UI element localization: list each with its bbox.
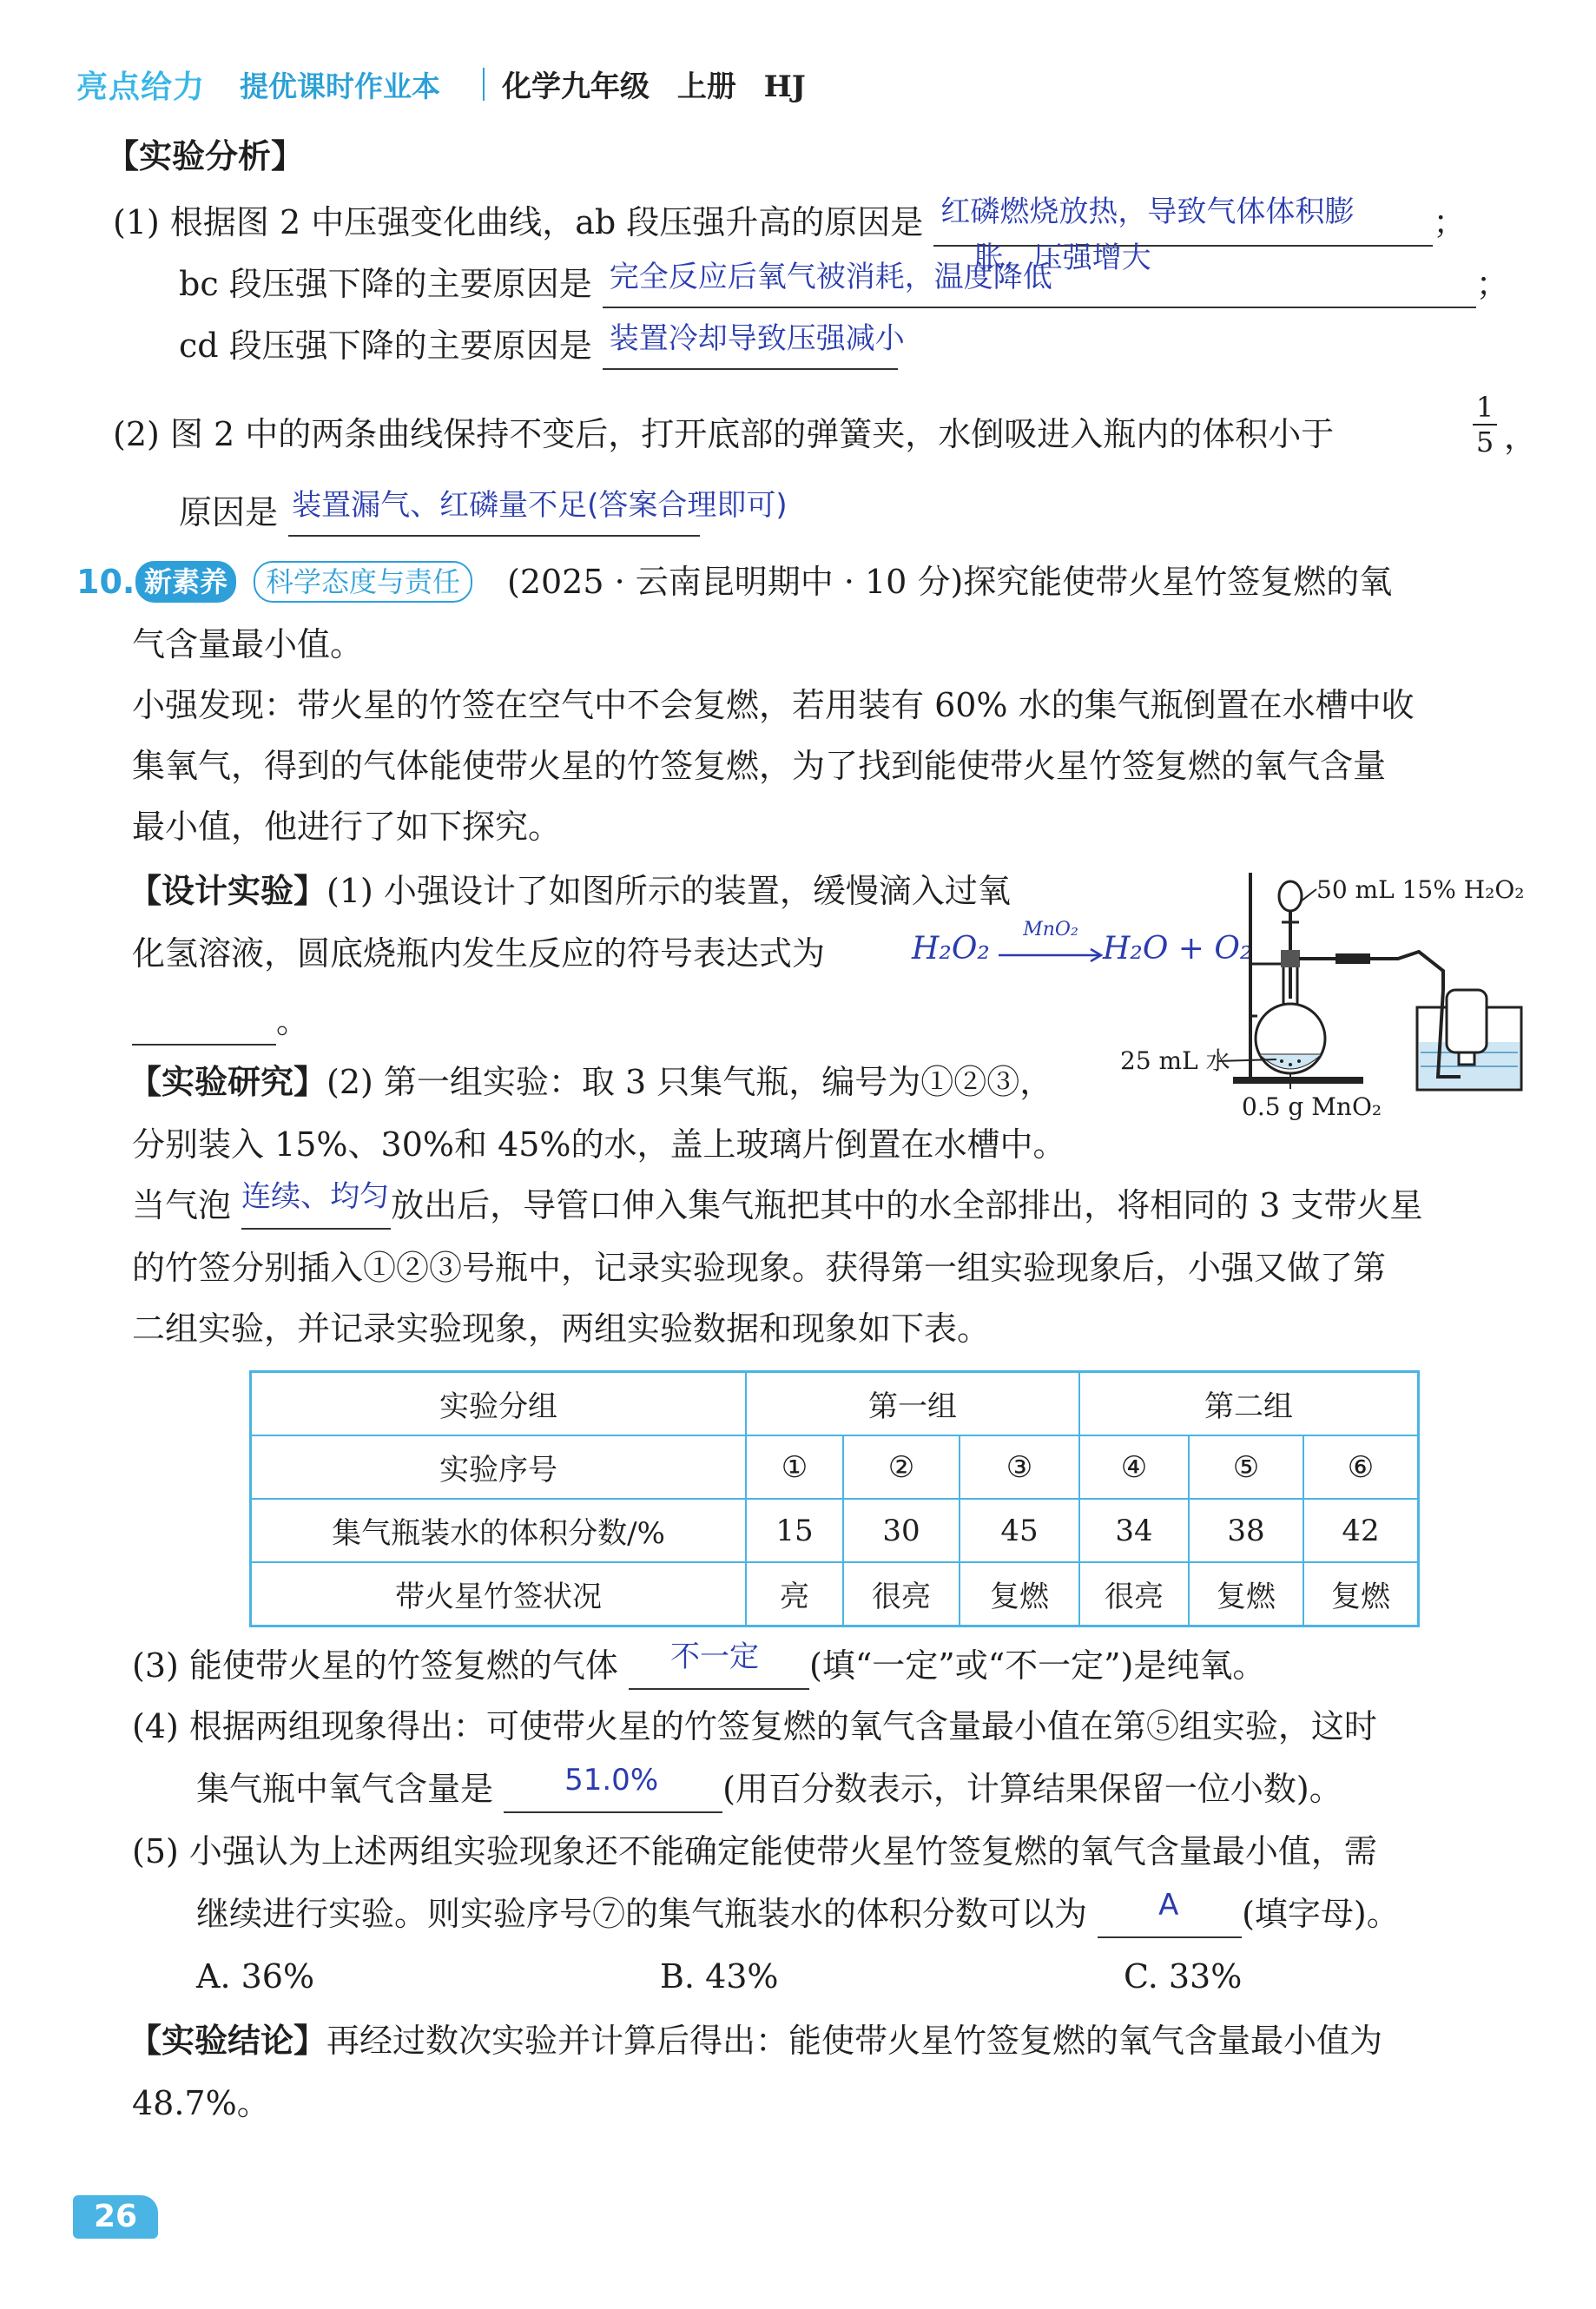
q3-suffix: (填“一定”或“不一定”)是纯氧。: [809, 1646, 1266, 1685]
table-header-cell: 集气瓶装水的体积分数/%: [251, 1499, 747, 1562]
research-answer: 连续、均匀: [241, 1179, 390, 1214]
q1-answer1b: 胀，压强增大: [973, 241, 1151, 275]
question-number: 10.: [76, 563, 135, 601]
equation-products: H₂O + O₂: [1103, 931, 1253, 966]
conclusion-line1: [129, 2015, 1382, 2067]
page-number: 26: [73, 2195, 158, 2239]
q5-option-c: C. 33%: [1124, 1957, 1243, 1996]
table-cell: ⑥: [1303, 1435, 1419, 1499]
q1-line2-prefix: bc 段压强下降的主要原因是: [179, 265, 592, 303]
q4-prefix: 集气瓶中氧气含量是: [196, 1770, 494, 1808]
q2-line1-text: (2) 图 2 中的两条曲线保持不变后，打开底部的弹簧夹，水倒吸进入瓶内的体积小于: [113, 415, 1335, 453]
table-cell: 很亮: [843, 1562, 960, 1626]
design-period: 。: [276, 1002, 310, 1040]
table-cell: 42: [1303, 1499, 1419, 1562]
q10-line2: 气含量最小值。: [132, 625, 364, 663]
para1-line3: 最小值，他进行了如下探究。: [132, 808, 562, 846]
equation-arrow: [997, 947, 1106, 964]
table-row: [251, 1372, 1419, 1436]
table-cell: 15: [746, 1499, 843, 1562]
q1-semicolon2: ；: [1475, 265, 1509, 303]
table-cell: 复燃: [960, 1562, 1079, 1626]
q1-answer3: 装置冷却导致压强减小: [609, 321, 905, 356]
q1-answer2: 完全反应后氧气被消耗，温度降低: [609, 260, 1052, 294]
q4-answer-blank: [504, 1763, 722, 1813]
research-line3-prefix: 当气泡: [132, 1186, 232, 1224]
equation-catalyst: MnO₂: [1023, 919, 1078, 940]
table-cell: ①: [746, 1435, 843, 1499]
q5-suffix: (填字母)。: [1242, 1895, 1400, 1933]
design-line1-text: (1) 小强设计了如图所示的装置，缓慢滴入过氧: [326, 872, 1011, 910]
header-brand: 亮点给力: [76, 69, 206, 105]
table-header-cell: 实验序号: [251, 1435, 747, 1499]
label-mno2: 0.5 g MnO₂: [1242, 1092, 1382, 1121]
design-line3: [132, 995, 309, 1047]
q2-fraction-denominator: 5: [1473, 424, 1497, 459]
conclusion-line1-text: 再经过数次实验并计算后得出：能使带火星竹签复燃的氧气含量最小值为: [326, 2022, 1383, 2060]
table-cell: 45: [960, 1499, 1079, 1562]
q4-answer: 51.0%: [564, 1763, 659, 1798]
tag-new-literacy: 新素养: [135, 561, 236, 603]
design-label: 【设计实验】: [129, 871, 327, 910]
q2-line2-prefix: 原因是: [179, 493, 279, 531]
table-header-cell: 带火星竹签状况: [251, 1562, 747, 1626]
q5-line1: (5) 小强认为上述两组实验现象还不能确定能使带火星竹签复燃的氧气含量最小值，需: [132, 1832, 1377, 1870]
design-line2: [132, 927, 825, 980]
q4-suffix: (用百分数表示，计算结果保留一位小数)。: [722, 1770, 1342, 1808]
table-cell: 很亮: [1079, 1562, 1189, 1626]
q2-line2: [179, 486, 788, 538]
table-cell: 亮: [746, 1562, 843, 1626]
q2-answer-blank: [288, 488, 788, 537]
header-series: 提优课时作业本: [240, 69, 440, 103]
q2-comma: ，: [1504, 418, 1538, 456]
table-row: [251, 1562, 1419, 1626]
para1-line1: 小强发现：带火星的竹签在空气中不会复燃，若用装有 60% 水的集气瓶倒置在水槽中收: [132, 686, 1415, 724]
q5-line2: [196, 1888, 1400, 1940]
table-cell: 复燃: [1303, 1562, 1419, 1626]
table-header-cell: 实验分组: [251, 1372, 747, 1436]
q3-prefix: (3) 能使带火星的竹签复燃的气体: [132, 1646, 618, 1685]
q5-option-a: A. 36%: [196, 1957, 315, 1996]
data-table: [249, 1370, 1420, 1627]
research-line3-suffix: 放出后，导管口伸入集气瓶把其中的水全部排出，将相同的 3 支带火星: [391, 1186, 1423, 1224]
analysis-title: 【实验分析】: [106, 136, 305, 175]
q2-answer: 装置漏气、红磷量不足(答案合理即可): [292, 488, 788, 523]
para1-line2: 集氧气，得到的气体能使带火星的竹签复燃，为了找到能使带火星竹签复燃的氧气含量: [132, 747, 1387, 785]
q1-line2: [179, 241, 1509, 310]
q3-line: [132, 1639, 1265, 1692]
q1-answer1a: 红磷燃烧放热，导致气体体积膨: [940, 195, 1355, 229]
q4-line1: (4) 根据两组现象得出：可使带火星的竹签复燃的氧气含量最小值在第⑤组实验，这时: [132, 1707, 1377, 1745]
research-line4: 的竹签分别插入①②③号瓶中，记录实验现象。获得第一组实验现象后，小强又做了第: [132, 1249, 1387, 1287]
label-water: 25 mL 水: [1120, 1046, 1230, 1075]
conclusion-line2: 48.7%。: [132, 2084, 270, 2122]
table-row: [251, 1499, 1419, 1562]
design-line2-text: 化氢溶液，圆底烧瓶内发生反应的符号表达式为: [132, 934, 826, 973]
table-row: [251, 1435, 1419, 1499]
q5-answer-blank: [1098, 1888, 1242, 1938]
research-line1-text: (2) 第一组实验：取 3 只集气瓶，编号为①②③，: [326, 1063, 1053, 1101]
research-line5: 二组实验，并记录实验现象，两组实验数据和现象如下表。: [132, 1310, 991, 1348]
q1-line1: [113, 196, 1466, 248]
table-group2: 第二组: [1079, 1372, 1419, 1436]
table-cell: 38: [1189, 1499, 1303, 1562]
table-group1: 第一组: [746, 1372, 1079, 1436]
q1-line3: [179, 320, 905, 372]
label-h2o2: 50 mL 15% H₂O₂: [1316, 875, 1525, 904]
q1-line1-prefix: (1) 根据图 2 中压强变化曲线，ab 段压强升高的原因是: [113, 203, 924, 241]
design-line1: [129, 865, 1011, 917]
q2-fraction: [1473, 391, 1497, 459]
equation-reactant: H₂O₂: [912, 931, 990, 966]
header-subject: 化学九年级 上册 HJ: [502, 69, 806, 104]
q3-answer-blank: [629, 1639, 809, 1690]
q2-line1: [113, 408, 1334, 460]
q3-answer: 不一定: [670, 1639, 760, 1674]
q5-option-b: B. 43%: [660, 1957, 779, 1996]
table-cell: 30: [843, 1499, 960, 1562]
q5-answer: A: [1158, 1888, 1179, 1923]
header-divider: [483, 68, 485, 101]
equation-blank: [132, 999, 276, 1046]
table-cell: ②: [843, 1435, 960, 1499]
research-answer-blank: [241, 1179, 391, 1230]
q1-answer3-blank: [603, 321, 905, 370]
tag-science-attitude: 科学态度与责任: [254, 561, 472, 603]
q2-fraction-numerator: 1: [1475, 391, 1494, 424]
table-cell: ③: [960, 1435, 1079, 1499]
conclusion-label: 【实验结论】: [129, 2021, 327, 2060]
q1-line3-prefix: cd 段压强下降的主要原因是: [179, 327, 592, 365]
table-cell: 34: [1079, 1499, 1189, 1562]
table-cell: 复燃: [1189, 1562, 1303, 1626]
research-line2: 分别装入 15%、30%和 45%的水，盖上玻璃片倒置在水槽中。: [132, 1125, 1066, 1164]
table-cell: ④: [1079, 1435, 1189, 1499]
q5-prefix: 继续进行实验。则实验序号⑦的集气瓶装水的体积分数可以为: [196, 1895, 1088, 1933]
research-line1: [129, 1056, 1052, 1108]
table-cell: ⑤: [1189, 1435, 1303, 1499]
q10-line1: (2025 · 云南昆明期中 · 10 分)探究能使带火星竹签复燃的氧: [507, 563, 1393, 601]
q1-semicolon1: ；: [1433, 203, 1467, 241]
research-line3: [132, 1179, 1422, 1231]
q1-answer2-blank: [603, 241, 1476, 308]
q4-line2: [196, 1763, 1342, 1815]
research-label: 【实验研究】: [129, 1062, 327, 1101]
